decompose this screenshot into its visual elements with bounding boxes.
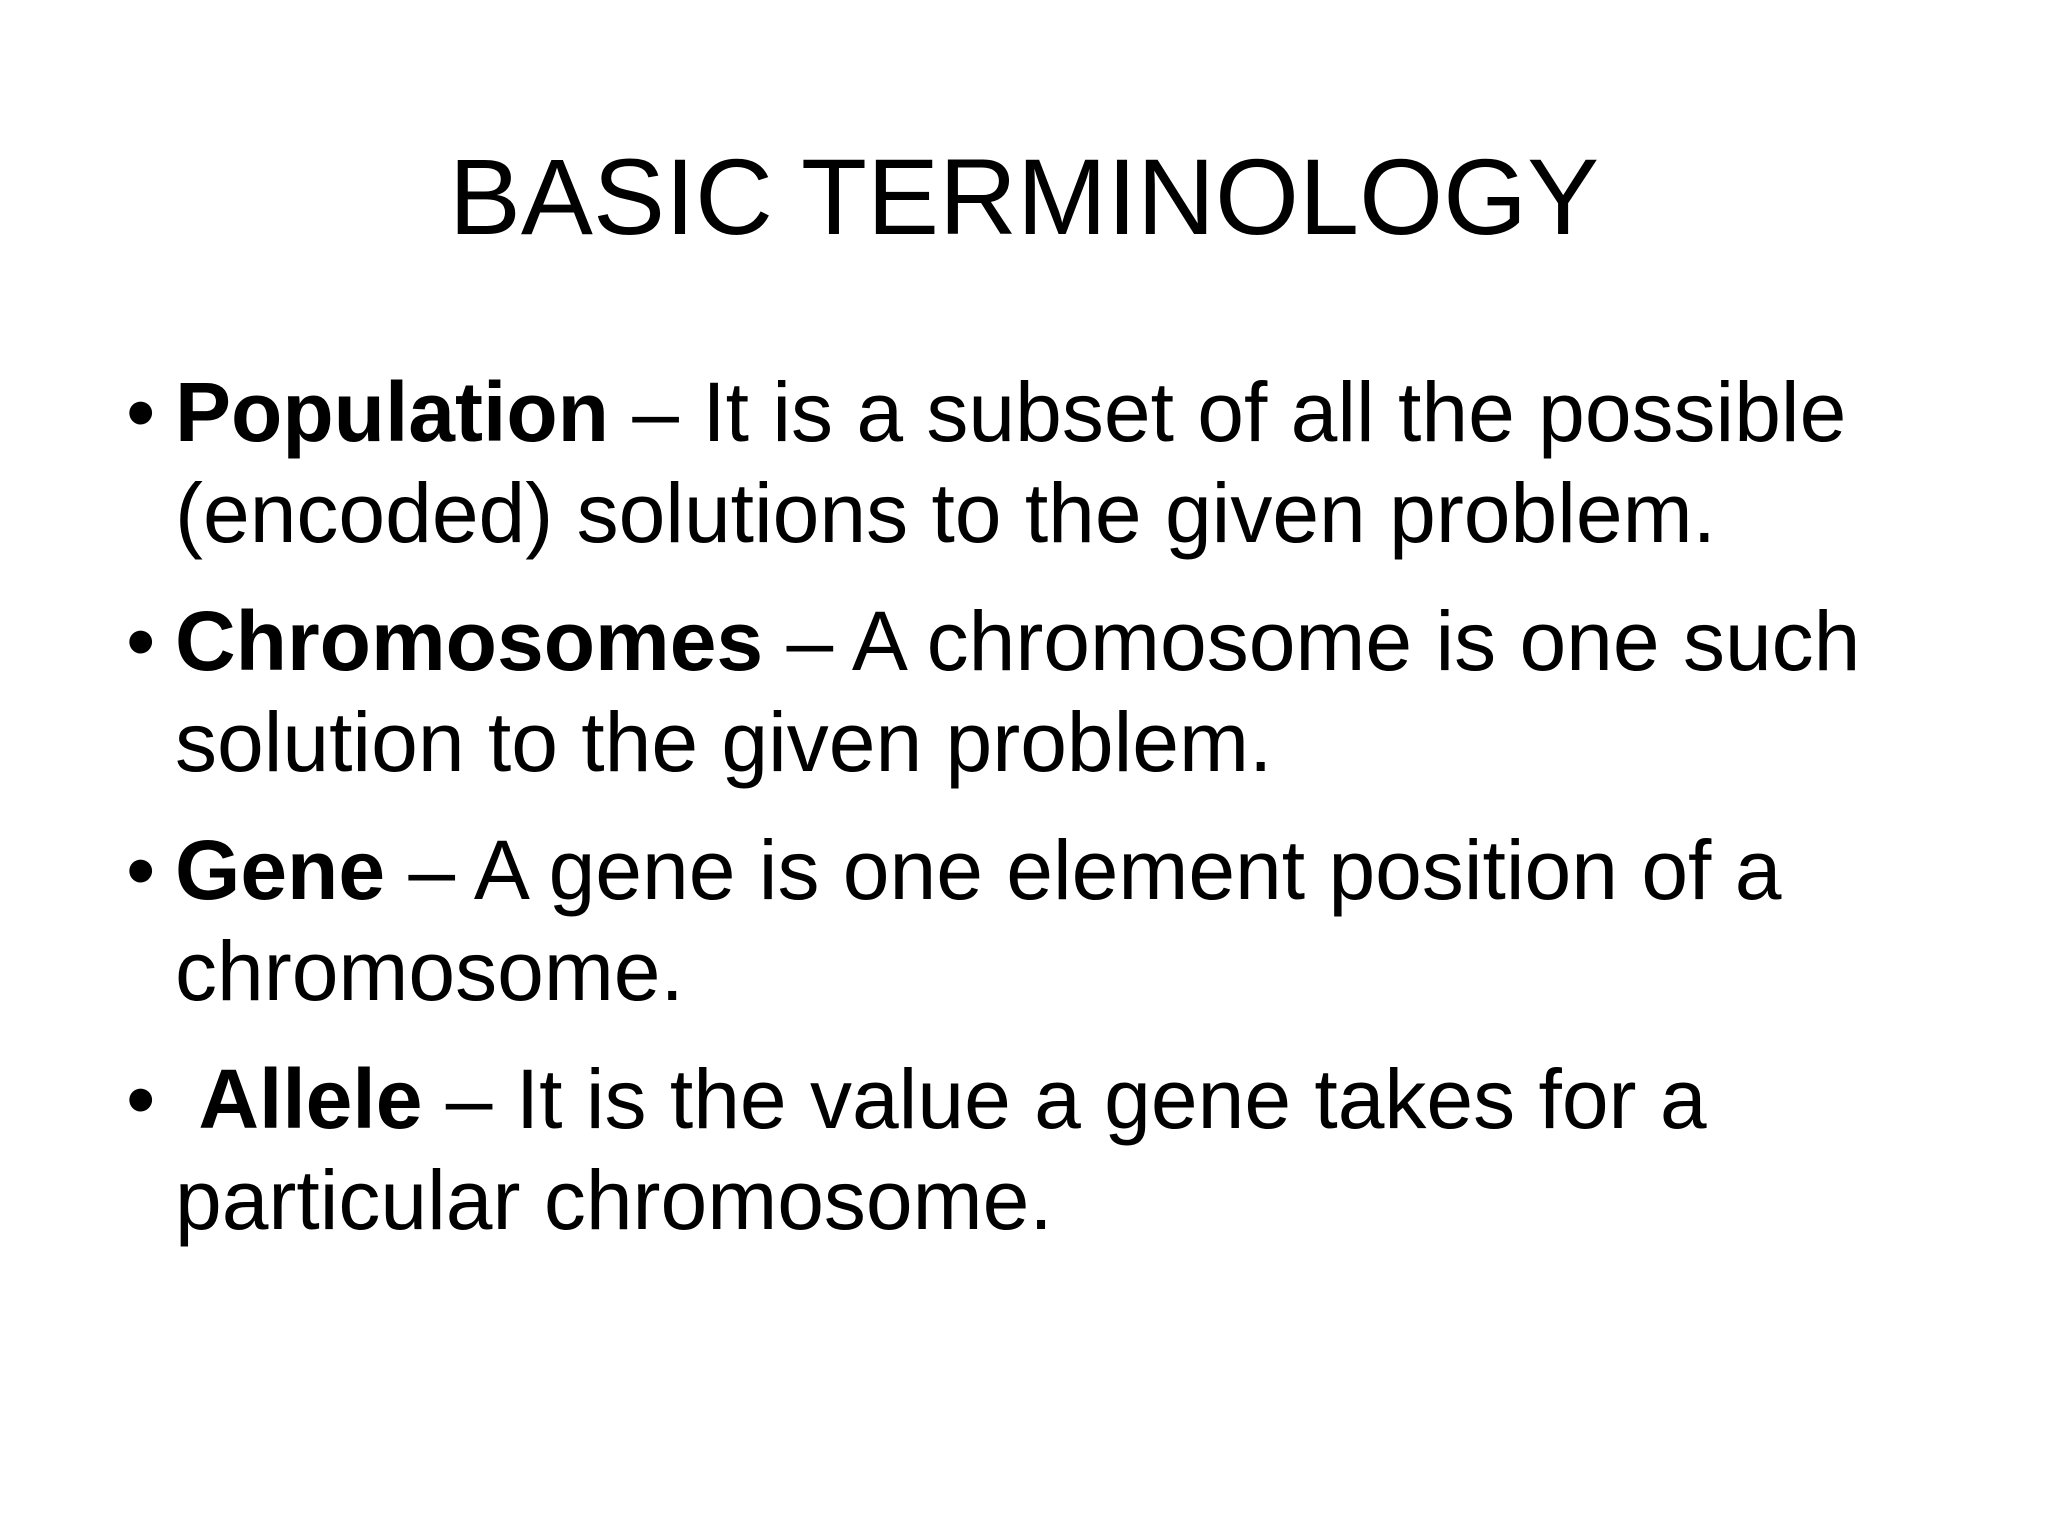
bullet-icon: • [126,1052,156,1146]
term-gene: Gene [175,823,386,917]
bullet-lead-space [175,1052,198,1146]
bullet-item-chromosomes [126,591,2006,793]
bullet-item-population [126,362,2006,564]
bullet-icon: • [126,365,156,459]
definition-allele: – It is the value a gene takes for a particular chromosome. [175,1052,1707,1247]
bullet-item-allele [126,1049,2006,1251]
term-chromosomes: Chromosomes [175,594,764,688]
definition-population: – It is a subset of all the possible (encoded) solutions to the given problem. [175,365,1847,560]
definition-gene: – A gene is one element position of a chromosome. [175,823,1782,1018]
term-allele: Allele [198,1052,423,1146]
bullet-item-gene [126,820,2006,1022]
definition-chromosomes: – A chromosome is one such solution to the given problem. [175,594,1861,789]
term-population: Population [175,365,609,459]
bullet-icon: • [126,823,156,917]
bullet-icon: • [126,594,156,688]
slide-title: BASIC TERMINOLOGY [448,136,1600,257]
bullet-list [126,362,2006,1278]
